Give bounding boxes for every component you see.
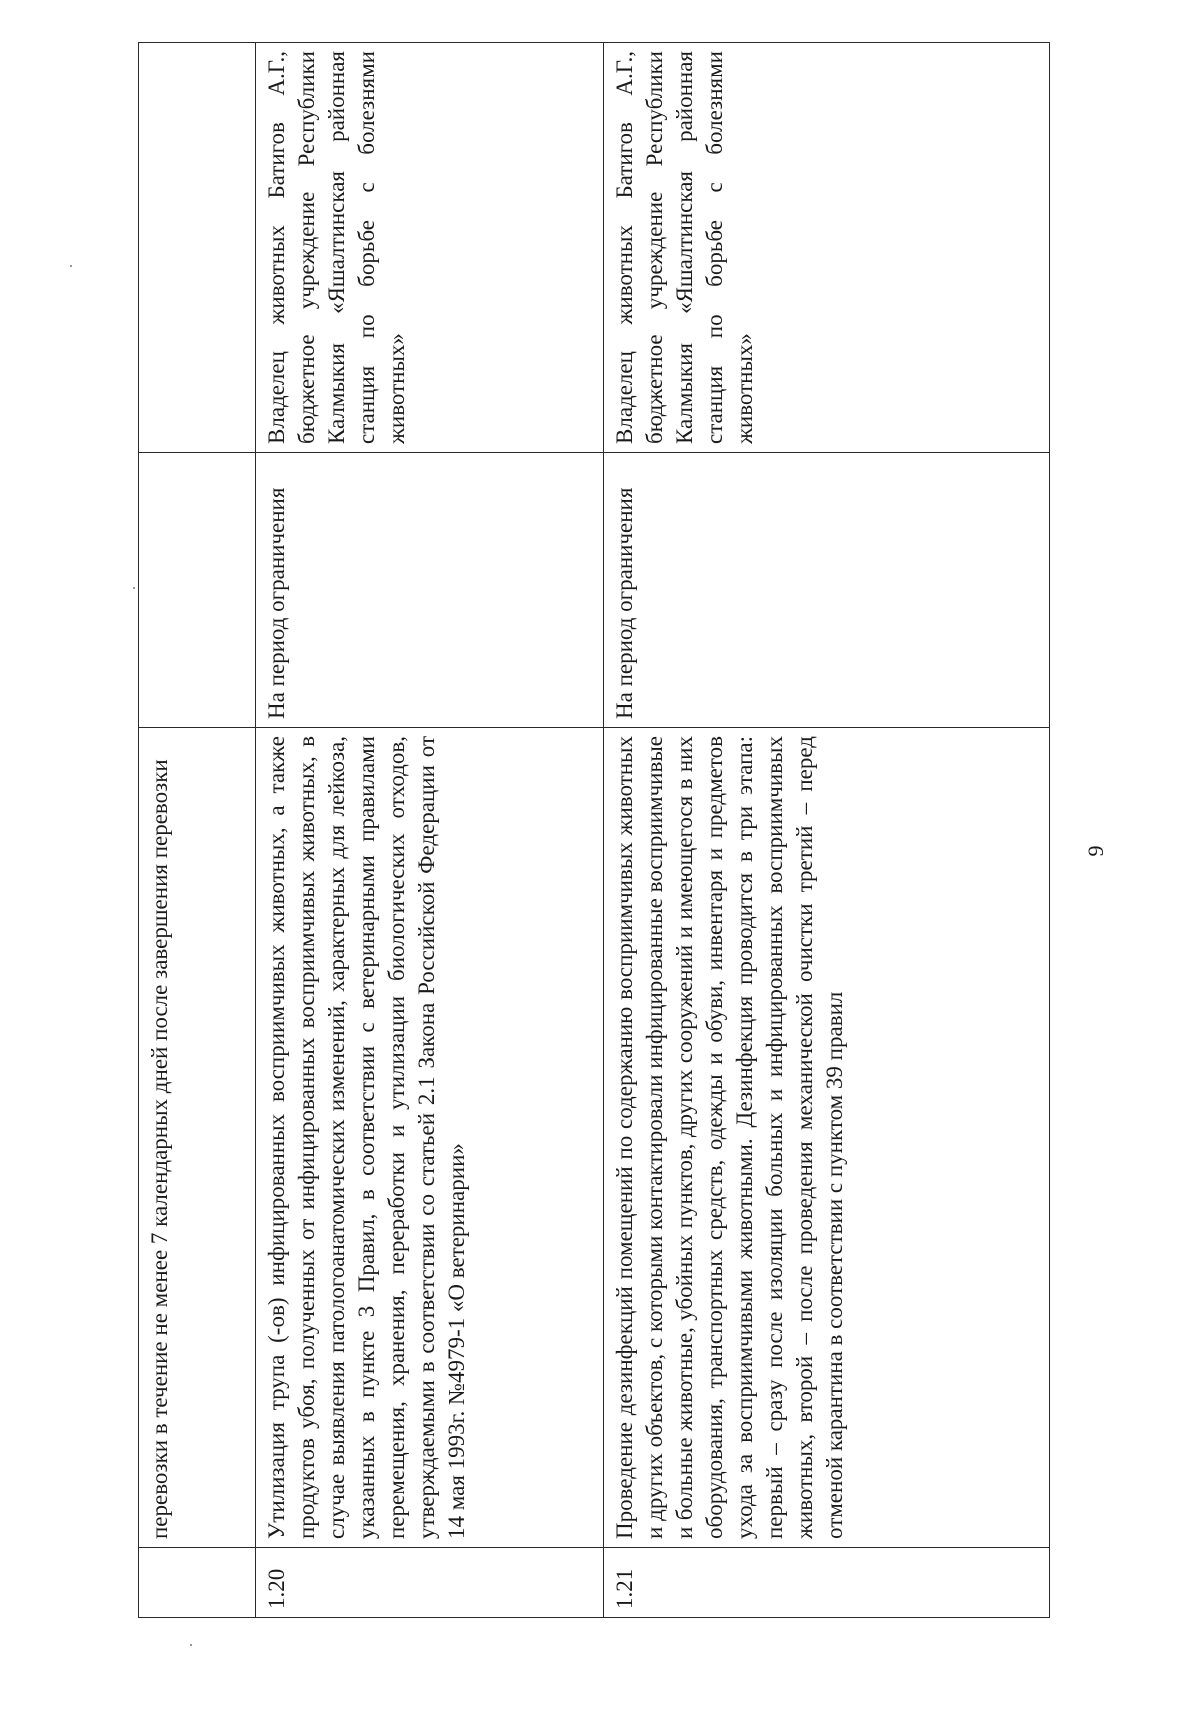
row-number: 1.20 xyxy=(256,1548,604,1618)
table-row xyxy=(256,43,604,1618)
row-number xyxy=(139,1548,256,1618)
row-number: 1.21 xyxy=(604,1548,1050,1618)
term-cell xyxy=(139,453,256,728)
action-cell: Проведение дезинфекций помещений по содержанию восприимчивых животных и других объектов, с которыми контактировали инфицированные восприимчивые и больные животные, убойных пунктов, других сооружений и имеющегося в них оборудования, транспортных средств, одежды и обуви, инвентаря и предметов ухода за восприимчивыми животными. Дезинфекция проводится в три этапа: первый – сразу после изоляции больных и инфицированных восприимчивых животных, второй – после проведения механической очистки третий – перед отменой карантина в соответствии с пунктом 39 правил xyxy=(604,728,1050,1548)
responsible-cell: Владелец животных Батигов А.Г., бюджетное учреждение Республики Калмыкия «Яшалтинская районная станция по борьбе с болезнями животных» xyxy=(256,43,604,453)
page-number: 9 xyxy=(1083,845,1108,857)
action-cell: перевозки в течение не менее 7 календарных дней после завершения перевозки xyxy=(139,728,256,1548)
scan-speck xyxy=(133,587,135,589)
rotated-table-container xyxy=(138,43,1049,1618)
scan-speck xyxy=(70,265,72,267)
scan-speck xyxy=(190,1644,192,1646)
term-cell: На период ограничения xyxy=(604,453,1050,728)
table-row xyxy=(604,43,1050,1618)
responsible-cell xyxy=(139,43,256,453)
responsible-cell: Владелец животных Батигов А.Г., бюджетное учреждение Республики Калмыкия «Яшалтинская районная станция по борьбе с болезнями животных» xyxy=(604,43,1050,453)
action-cell: Утилизация трупа (-ов) инфицированных восприимчивых животных, а также продуктов убоя, полученных от инфицированных восприимчивых животных, в случае выявления патологоанатомических изменений, характерных для лейкоза, указанных в пункте 3 Правил, в соответствии с ветеринарными правилами перемещения, хранения, переработки и утилизации биологических отходов, утверждаемыми в соответствии со статьей 2.1 Закона Российской Федерации от 14 мая 1993г. №4979-1 «О ветеринарии» xyxy=(256,728,604,1548)
table-row xyxy=(139,43,256,1618)
measures-table xyxy=(138,42,1050,1618)
term-cell: На период ограничения xyxy=(256,453,604,728)
